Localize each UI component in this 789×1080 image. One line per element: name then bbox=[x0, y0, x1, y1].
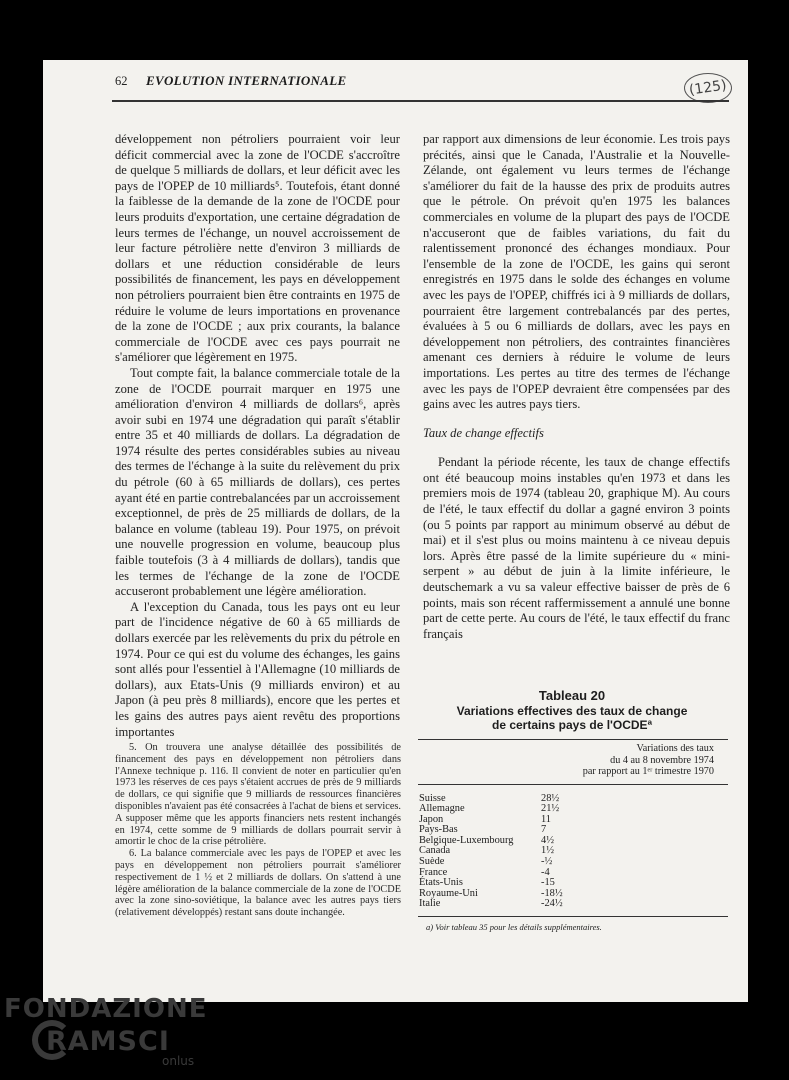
archive-stamp-number: (125) bbox=[688, 77, 728, 99]
watermark-line-2: RAMSCI bbox=[46, 1026, 170, 1057]
left-paragraph-3: A l'exception du Canada, tous les pays ont eu leur part de l'incidence négative de 60 à 65 milliards de dollars exercée par les relèvements du prix du pétrole en 1974. Pour ce qui est du volume des échanges, les gains sont allés pour l'essentiel à l'Allemagne (10 milliards de dollars), aux Etats-Unis (9 milliards environ) et au Japon (à peu près 8 milliards), encore que les pertes et les gains des autres pays aient revêtu des proportions importantes bbox=[115, 599, 400, 739]
left-paragraph-1: développement non pétroliers pourraient voir leur déficit commercial avec la zone de l'OCDE s'accroître de quelque 5 milliards de dollars, et leur déficit avec les pays de l'OPEP de 10 milliards⁵. Toutefois, étant donné la faiblesse de la demande de la zone de l'OCDE pour leurs produits d'exportation, une certaine dégradation de leurs termes de l'échange, un nouvel accroissement de leur facture pétrolière nette d'environ 3 milliards de dollars et une réduction considérable de leurs possibilités de financement, les pays en développement non pétroliers pourraient bien être contraints en 1975 de réduire le volume de leurs importations en provenance de la zone de l'OCDE ; aux prix courants, la balance commerciale de l'OCDE avec ces pays pourrait ne s'améliorer que légèrement en 1975. bbox=[115, 132, 400, 365]
footnotes bbox=[115, 742, 401, 919]
left-paragraph-2: Tout compte fait, la balance commerciale totale de la zone de l'OCDE pourrait marquer en 1975 une amélioration d'environ 4 milliards de dollars⁶, après avoir subi en 1974 une dégradation qui paraît s'établir entre 35 et 40 milliards de dollars. La dégradation de 1974 résulte des pertes considérables subies au niveau des termes de l'échange à la suite du relèvement du prix du pétrole (60 à 65 milliards de dollars), ces pertes ayant été en partie contrebalancées par un accroissement exceptionnel, de près de 25 milliards de dollars, de la balance en volume (tableau 19). Pour 1975, on prévoit une nouvelle progression en volume, beaucoup plus faible toutefois (3 à 4 milliards de dollars), tandis que les termes de l'échange de la zone de l'OCDE accuseront probablement une légère amélioration. bbox=[115, 365, 400, 599]
table-subtitle-line-2: de certains pays de l'OCDEª bbox=[491, 718, 653, 732]
right-paragraph-1: par rapport aux dimensions de leur économie. Les trois pays précités, ainsi que le Canada, l'Australie et la Nouvelle-Zélande, ont également vu leurs termes de l'échange s'améliorer du fait de la hausse des prix de produits autres que le pétrole. On prévoit qu'en 1975 les balances commerciales en volume de la plupart des pays de l'OCDE n'accuseront que de faibles variations, du fait du ralentissement prononcé des échanges mondiaux. Pour l'ensemble de la zone de l'OCDE, les gains qui seront enregistrés en 1975 dans le solde des échanges en volume avec les pays de l'OPEP, chiffrés ici à 9 milliards de dollars, pourraient être largement contrebalancés par des pertes, évaluées à 5 ou 6 milliards de dollars, avec les pays en développement non pétroliers, des contraintes financières amenant ces derniers à réduire le volume de leurs importations. Les pertes au titre des termes de l'échange avec les pays de l'OPEP devraient être compensées par des gains avec les autres pays tiers. bbox=[423, 132, 730, 412]
table-body bbox=[416, 794, 728, 911]
country-name: Pays-Bas bbox=[419, 824, 458, 836]
country-name: Royaume-Uni bbox=[419, 887, 478, 899]
table-row bbox=[416, 836, 728, 847]
rate-change-value: 11 bbox=[541, 813, 552, 825]
right-column bbox=[423, 132, 730, 642]
rate-change-value: -15 bbox=[541, 877, 555, 889]
rate-change-value: 28½ bbox=[541, 792, 560, 804]
country-name: Italie bbox=[419, 898, 441, 910]
table-rule-middle bbox=[418, 784, 728, 785]
table-rule-bottom bbox=[418, 916, 728, 917]
section-subheading: Taux de change effectifs bbox=[423, 425, 544, 440]
rate-change-value: 21½ bbox=[541, 803, 560, 815]
table-title: Tableau 20 bbox=[538, 688, 606, 703]
country-name: Belgique-Luxembourg bbox=[419, 834, 514, 846]
country-name: États-Unis bbox=[419, 877, 463, 889]
left-column bbox=[115, 132, 400, 740]
fondazione-gramsci-watermark bbox=[4, 990, 244, 1075]
table-row bbox=[416, 889, 728, 900]
rate-change-value: 4½ bbox=[541, 834, 554, 846]
table-row bbox=[416, 846, 728, 857]
footnote-6: 6. La balance commerciale avec les pays de l'OPEP et avec les pays en développement non pétroliers pourrait s'améliorer respectivement de 1 ½ et 2 milliards de dollars. On s'attend à une légère amélioration de la balance commerciale de la zone de l'OCDE avec la zone sino-soviétique, la balance avec les autres pays tiers (relativement développés) restant sans doute inchangée. bbox=[115, 848, 401, 919]
header-rule bbox=[112, 100, 729, 102]
rate-change-value: -18½ bbox=[541, 887, 563, 899]
page-header bbox=[43, 60, 748, 102]
table-20 bbox=[416, 688, 728, 932]
country-name: Canada bbox=[419, 845, 451, 857]
table-row bbox=[416, 857, 728, 868]
archive-stamp bbox=[684, 73, 732, 103]
rate-change-value: -4 bbox=[541, 866, 550, 878]
country-name: Japon bbox=[419, 813, 444, 825]
rate-change-value: 1½ bbox=[541, 845, 554, 857]
column-header-line-3: par rapport au 1ᵉʳ trimestre 1970 bbox=[582, 766, 714, 777]
table-row bbox=[416, 815, 728, 826]
table-row bbox=[416, 804, 728, 815]
rate-change-value: -24½ bbox=[541, 898, 563, 910]
country-name: Suède bbox=[419, 856, 445, 868]
document-page bbox=[43, 60, 748, 1002]
country-name: Suisse bbox=[419, 792, 446, 804]
running-title: EVOLUTION INTERNATIONALE bbox=[146, 73, 347, 88]
table-subtitle bbox=[416, 704, 728, 732]
table-column-header bbox=[416, 743, 728, 778]
watermark-line-1: FONDAZIONE bbox=[4, 994, 208, 1024]
table-rule-top bbox=[418, 739, 728, 740]
footnote-5: 5. On trouvera une analyse détaillée des possibilités de financement des pays en développement non pétroliers dans l'Annexe technique p. 116. Il convient de noter en particulier qu'en 1973 les réserves de ces pays s'étaient accrues de près de 9 milliards de dollars, ce qui signifie que 9 milliards de ressources financières disponibles n'avaient pas été consacrées à l'achat de biens et services. A supposer même que les apports financiers nets restent inchangés en 1974, cette somme de 9 milliards de dollars pourrait servir à amortir le choc de la crise pétrolière. bbox=[115, 742, 401, 848]
country-name: Allemagne bbox=[419, 803, 465, 815]
column-header-line-2: du 4 au 8 novembre 1974 bbox=[610, 754, 714, 766]
table-row bbox=[416, 899, 728, 910]
country-name: France bbox=[419, 866, 448, 878]
rate-change-value: -½ bbox=[541, 856, 553, 868]
column-header-line-1: Variations des taux bbox=[636, 743, 714, 754]
right-paragraph-2: Pendant la période récente, les taux de change effectifs ont été beaucoup moins instables qu'en 1973 et dans les premiers mois de 1974 (tableau 20, graphique M). Au cours de l'été, le taux effectif du dollar a gagné environ 3 points (ou 5 points par rapport au minimum observé au début de mai) et il s'est plus ou moins maintenu à ce niveau depuis lors. Après être passé de la limite supérieure du « mini-serpent » au début de juin à la limite inférieure, le deutschemark a vu sa valeur effective baisser de près de 6 points, mais son récent raffermissement a annulé une bonne part de cette perte. Au cours de l'été, le taux effectif du franc français bbox=[423, 455, 730, 641]
table-subtitle-line-1: Variations effectives des taux de change bbox=[456, 704, 688, 718]
watermark-line-3: onlus bbox=[162, 1054, 195, 1068]
rate-change-value: 7 bbox=[541, 824, 547, 836]
table-note: a) Voir tableau 35 pour les détails supplémentaires. bbox=[426, 922, 602, 933]
page-number: 62 bbox=[115, 74, 128, 88]
